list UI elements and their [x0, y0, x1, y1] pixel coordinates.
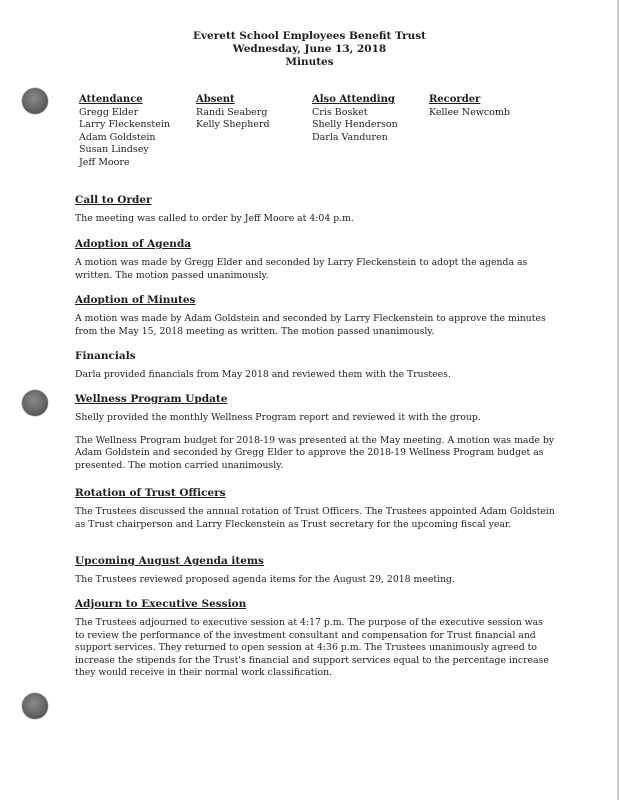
section-heading: Adoption of Minutes — [75, 294, 196, 306]
section-rotation-of-trust-officers — [75, 487, 555, 531]
section-paragraph: The Trustees reviewed proposed agenda items for the August 29, 2018 meeting. — [75, 574, 455, 585]
section-paragraph: Darla provided financials from May 2018 and reviewed them with the Trustees. — [75, 369, 451, 380]
also-attending-heading: Also Attending — [312, 94, 395, 105]
section-paragraph: A motion was made by Adam Goldstein and seconded by Larry Fleckenstein to approve the minutes from the May 15, 2018 meeting as written. The motion passed unanimously. — [75, 313, 546, 337]
absent-column — [196, 94, 270, 132]
section-financials — [75, 350, 555, 382]
attendee-name: Susan Lindsey — [79, 144, 149, 155]
section-heading: Upcoming August Agenda items — [75, 555, 264, 567]
also-attending-column — [312, 94, 398, 144]
document-title: Minutes — [285, 56, 334, 68]
attendee-name: Larry Fleckenstein — [79, 119, 170, 130]
section-adjourn-to-executive-session — [75, 598, 555, 680]
section-call-to-order — [75, 194, 555, 226]
section-paragraph: The meeting was called to order by Jeff Moore at 4:04 p.m. — [75, 213, 354, 224]
absent-name: Kelly Shepherd — [196, 119, 270, 130]
attendee-name: Adam Goldstein — [79, 131, 156, 143]
section-adoption-of-agenda — [75, 238, 555, 282]
also-attending-name: Shelly Henderson — [312, 119, 398, 130]
section-heading: Call to Order — [75, 194, 152, 206]
section-paragraph: The Wellness Program budget for 2018-19 was presented at the May meeting. A motion was made by Adam Goldstein and seconded by Gregg Elder to approve the 2018-19 Wellness Program budget as presented. The motion carried unanimously. — [75, 434, 555, 471]
section-paragraph: The Trustees discussed the annual rotation of Trust Officers. The Trustees appointed Adam Goldstein as Trust chairperson and Larry Fleckenstein as Trust secretary for the upcoming fiscal year. — [75, 506, 555, 530]
section-paragraph: A motion was made by Gregg Elder and seconded by Larry Fleckenstein to adopt the agenda as written. The motion passed unanimously. — [75, 257, 528, 281]
section-paragraph: Shelly provided the monthly Wellness Program report and reviewed it with the group. — [75, 412, 481, 423]
section-wellness-program-update — [75, 393, 555, 472]
org-name: Everett School Employees Benefit Trust — [192, 30, 427, 42]
attendance-heading: Attendance — [79, 94, 143, 105]
punch-hole-middle — [22, 390, 48, 416]
section-upcoming-august-agenda-items — [75, 555, 555, 587]
attendee-name: Gregg Elder — [79, 106, 139, 118]
section-paragraph: The Trustees adjourned to executive session at 4:17 p.m. The purpose of the executive session was to review the performance of the investment consultant and compensation for Trust financial and support services. They returned to open session at 4:36 p.m. The Trustees unanimously agreed to increase the stipends for the Trust's financial and support services equal to the percentage increase they would receive in their normal work classification. — [75, 617, 549, 678]
section-adoption-of-minutes — [75, 294, 555, 338]
absent-name: Randi Seaberg — [196, 106, 268, 118]
attendance-column — [79, 94, 170, 169]
section-heading: Rotation of Trust Officers — [75, 487, 226, 499]
section-heading: Wellness Program Update — [75, 393, 228, 405]
section-heading: Financials — [75, 350, 136, 362]
attendee-name: Jeff Moore — [79, 156, 130, 168]
also-attending-name: Darla Vanduren — [312, 131, 388, 143]
section-heading: Adoption of Agenda — [75, 238, 192, 250]
punch-hole-top — [22, 88, 48, 114]
absent-heading: Absent — [196, 94, 235, 105]
recorder-column — [429, 94, 510, 119]
document-header — [0, 30, 619, 69]
also-attending-name: Cris Bosket — [312, 106, 368, 118]
section-heading: Adjourn to Executive Session — [75, 598, 247, 610]
punch-hole-bottom — [22, 693, 48, 719]
recorder-name: Kellee Newcomb — [429, 106, 511, 118]
meeting-date: Wednesday, June 13, 2018 — [232, 43, 387, 55]
recorder-heading: Recorder — [429, 94, 481, 105]
